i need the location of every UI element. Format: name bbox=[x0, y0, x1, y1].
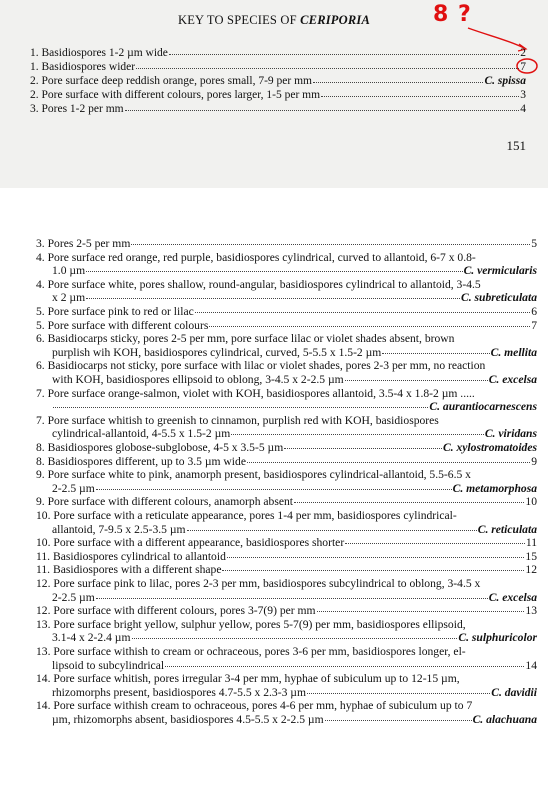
leader-dots bbox=[53, 398, 428, 408]
leader-dots bbox=[96, 480, 452, 490]
leader-dots bbox=[294, 493, 524, 503]
key-entry-final-line bbox=[36, 237, 537, 251]
species-name: C. viridans bbox=[484, 427, 537, 441]
key-entry bbox=[36, 699, 537, 726]
key-entry-text: 2. Pore surface with different colours, pores larger, 1-5 per mm bbox=[30, 89, 321, 101]
species-name: C. excelsa bbox=[488, 590, 537, 604]
species-name: C. vermicularis bbox=[463, 264, 537, 278]
key-entry-line: 13. Pore surface withish to cream or ochraceous, pores 3-6 per mm, basidiospores longer, el- bbox=[36, 645, 466, 658]
leader-dots bbox=[96, 589, 488, 599]
title-prefix: KEY TO SPECIES OF bbox=[177, 13, 301, 27]
key-entry-line: 4. Pore surface red orange, red purple, basidiospores cylindrical, curved to allantoid, 6-7 x 0.8- bbox=[36, 250, 476, 264]
key-entry-final-line bbox=[36, 319, 537, 333]
key-entry-final-line bbox=[36, 400, 537, 414]
key-entry bbox=[36, 387, 537, 414]
species-name: C. metamorphosa bbox=[452, 481, 537, 495]
species-name: C. xylostromatoides bbox=[442, 441, 537, 454]
leader-dots bbox=[345, 371, 488, 381]
key-entry-final-line bbox=[36, 604, 537, 618]
key-entry bbox=[36, 577, 537, 604]
key-entry-text: 3. Pores 2-5 per mm bbox=[36, 237, 131, 250]
key-entry-text: x 2 µm bbox=[52, 291, 86, 305]
key-entry bbox=[36, 509, 537, 536]
key-entry-final-line bbox=[36, 264, 537, 278]
key-entry-text: cylindrical-allantoid, 4-5.5 x 1.5-2 µm bbox=[52, 427, 231, 441]
key-entry-text: 11. Basidiospores with a different shape bbox=[36, 563, 222, 577]
handwritten-note: 8 ? bbox=[433, 2, 472, 27]
species-name: C. excelsa bbox=[488, 372, 537, 386]
key-entry-text: allantoid, 7-9.5 x 2.5-3.5 µm bbox=[52, 522, 186, 536]
key-entry-text: 8. Basidiospores different, up to 3.5 µm wide bbox=[36, 454, 246, 468]
leader-dots bbox=[195, 303, 530, 313]
leader-dots bbox=[231, 425, 484, 435]
key-entry-text: 1. Basidiospores wider bbox=[30, 61, 136, 73]
key-entry-text: 10. Pore surface with a different appearance, basidiospores shorter bbox=[36, 536, 345, 550]
key-entry-text: 12. Pore surface with different colours, pores 3-7(9) per mm bbox=[36, 604, 316, 618]
next-couplet: 3 bbox=[520, 89, 526, 101]
key-entry-final-line bbox=[36, 659, 537, 673]
species-name: C. davidii bbox=[491, 685, 537, 699]
leader-dots bbox=[209, 317, 530, 327]
key-entry-final-line bbox=[36, 563, 537, 577]
key-entry bbox=[36, 645, 537, 672]
key-entry-text: 3. Pores 1-2 per mm bbox=[30, 103, 124, 115]
leader-dots bbox=[227, 548, 525, 558]
species-name: C. subreticulata bbox=[460, 291, 537, 305]
species-name: C. alachuana bbox=[472, 712, 537, 726]
key-entry-final-line bbox=[36, 346, 537, 360]
next-couplet: 14 bbox=[525, 658, 537, 672]
leader-dots bbox=[86, 262, 462, 272]
key-entry bbox=[36, 455, 537, 469]
leader-dots bbox=[321, 86, 519, 97]
key-entry-line: 6. Basidiocarps sticky, pores 2-5 per mm, pore surface lilac or violet shades absent, brown bbox=[36, 332, 455, 346]
key-entry bbox=[36, 604, 537, 618]
key-entry-line: 6. Basidiocarps not sticky, pore surface with lilac or violet shades, pores 2-3 per mm, no reaction bbox=[36, 359, 486, 373]
key-entry bbox=[36, 278, 537, 305]
key-entry-text: 11. Basidiospores cylindrical to allantoid bbox=[36, 549, 226, 563]
key-entry-line: 12. Pore surface pink to lilac, pores 2-3 per mm, basidiospores subcylindrical to oblong, 3-4.5 x bbox=[36, 577, 481, 590]
species-name: C. sulphuricolor bbox=[458, 631, 537, 645]
key-entry-text: 1.0 µm bbox=[52, 264, 86, 278]
key-entry bbox=[36, 319, 537, 333]
next-couplet: 9 bbox=[531, 454, 537, 468]
key-entry bbox=[36, 359, 537, 386]
key-entry-final-line bbox=[36, 373, 537, 387]
next-couplet: 7 bbox=[531, 318, 537, 332]
key-entry-final-line bbox=[36, 455, 537, 469]
key-entry-line: 7. Pore surface orange-salmon, violet with KOH, basidiospores allantoid, 3.5-4 x 1.8-2 µm ..... bbox=[36, 386, 475, 400]
key-entry-text: µm, rhizomorphs absent, basidiospores 4.5-5.5 x 2-2.5 µm bbox=[52, 712, 324, 726]
leader-dots bbox=[86, 289, 460, 299]
key-entry-text: 2-2.5 µm bbox=[52, 481, 95, 495]
key-entry-text: 2. Pore surface deep reddish orange, pores small, 7-9 per mm bbox=[30, 75, 312, 87]
title-genus: CERIPORIA bbox=[300, 13, 371, 27]
key-entry-text: lipsoid to subcylindrical bbox=[52, 658, 165, 672]
key-entry bbox=[36, 563, 537, 577]
key-entry-text: 8. Basidiospores globose-subglobose, 4-5 x 3.5-5 µm bbox=[36, 441, 284, 454]
key-entry bbox=[36, 414, 537, 441]
key-entry bbox=[36, 618, 537, 645]
leader-dots bbox=[313, 72, 483, 83]
leader-dots bbox=[345, 534, 525, 544]
key-entry-line: 7. Pore surface whitish to greenish to cinnamon, purplish red with KOH, basidiospores bbox=[36, 413, 439, 427]
page-gap bbox=[0, 188, 548, 206]
species-name: C. reticulata bbox=[477, 522, 537, 536]
next-couplet: 2 bbox=[520, 47, 526, 59]
page-number: 151 bbox=[506, 138, 526, 153]
key-entry-line: 10. Pore surface with a reticulate appearance, pores 1-4 per mm, basidiospores cylindrical- bbox=[36, 509, 457, 522]
leader-dots bbox=[325, 711, 472, 721]
leader-dots bbox=[284, 439, 442, 449]
next-couplet: 7 bbox=[520, 61, 526, 73]
key-entry-text: 5. Pore surface pink to red or lilac bbox=[36, 305, 194, 318]
scanned-page-bottom bbox=[0, 206, 548, 808]
species-name: C. aurantiocarnescens bbox=[429, 400, 537, 414]
leader-dots bbox=[132, 629, 458, 639]
leader-dots bbox=[187, 521, 477, 531]
key-entry-final-line bbox=[36, 713, 537, 727]
key-entry bbox=[36, 495, 537, 509]
key-entry-text: 1. Basidiospores 1-2 µm wide bbox=[30, 47, 168, 59]
scanned-page-top bbox=[0, 0, 548, 188]
leader-dots bbox=[247, 453, 530, 463]
leader-dots bbox=[125, 100, 520, 111]
next-couplet: 11 bbox=[525, 536, 537, 550]
key-entry-text: 5. Pore surface with different colours bbox=[36, 318, 209, 332]
key-entry bbox=[36, 251, 537, 278]
next-couplet: 12 bbox=[525, 563, 537, 577]
key-entry-text: 2-2.5 µm bbox=[52, 590, 95, 604]
key-entry bbox=[36, 672, 537, 699]
key-entry-text: rhizomorphs present, basidiospores 4.7-5.5 x 2.3-3 µm bbox=[52, 685, 306, 699]
key-entry-text: 9. Pore surface with different colours, anamorph absent bbox=[36, 495, 294, 509]
key-entry-text: 3.1-4 x 2-2.4 µm bbox=[52, 631, 131, 645]
leader-dots bbox=[307, 684, 490, 694]
next-couplet: 10 bbox=[525, 495, 537, 509]
key-entry-final-line bbox=[36, 495, 537, 509]
next-couplet: 5 bbox=[531, 237, 537, 250]
key-entry bbox=[36, 468, 537, 495]
leader-dots bbox=[131, 235, 530, 245]
next-couplet: 13 bbox=[525, 604, 537, 618]
leader-dots bbox=[222, 561, 524, 571]
key-entry-text: with KOH, basidiospores ellipsoid to oblong, 3-4.5 x 2-2.5 µm bbox=[52, 372, 344, 386]
next-couplet: 6 bbox=[531, 305, 537, 318]
leader-dots bbox=[169, 44, 519, 55]
key-entry-line: 14. Pore surface whitish, pores irregular 3-4 per mm, hyphae of subiculum up to 12-15 µm, bbox=[36, 672, 460, 686]
key-entry-line: 14. Pore surface withish cream to ochraceous, pores 4-6 per mm, hyphae of subiculum up to 7 bbox=[36, 699, 473, 713]
leader-dots bbox=[382, 344, 489, 354]
key-entry-line: 13. Pore surface bright yellow, sulphur yellow, pores 5-7(9) per mm, basidiospores ellipsoid, bbox=[36, 617, 466, 631]
key-entry bbox=[36, 332, 537, 359]
next-couplet: 4 bbox=[520, 103, 526, 115]
key-entry-final-line bbox=[36, 686, 537, 700]
key-entry-line: 9. Pore surface white to pink, anamorph present, basidiospores cylindrical-allantoid, 5.5-6.5 x bbox=[36, 468, 471, 482]
key-entry-text: purplish wih KOH, basidiospores cylindrical, curved, 5-5.5 x 1.5-2 µm bbox=[52, 345, 382, 359]
leader-dots bbox=[165, 657, 524, 667]
next-couplet: 15 bbox=[525, 549, 537, 563]
key-entry-final-line bbox=[36, 631, 537, 645]
leader-dots bbox=[136, 58, 519, 69]
species-name: C. spissa bbox=[484, 75, 526, 87]
key-entry bbox=[36, 237, 537, 251]
key-entry-line: 4. Pore surface white, pores shallow, round-angular, basidiospores cylindrical to allantoid, 3-4.5 bbox=[36, 277, 481, 291]
species-name: C. mellita bbox=[490, 345, 537, 359]
key-entry bbox=[30, 101, 526, 116]
leader-dots bbox=[317, 602, 525, 612]
